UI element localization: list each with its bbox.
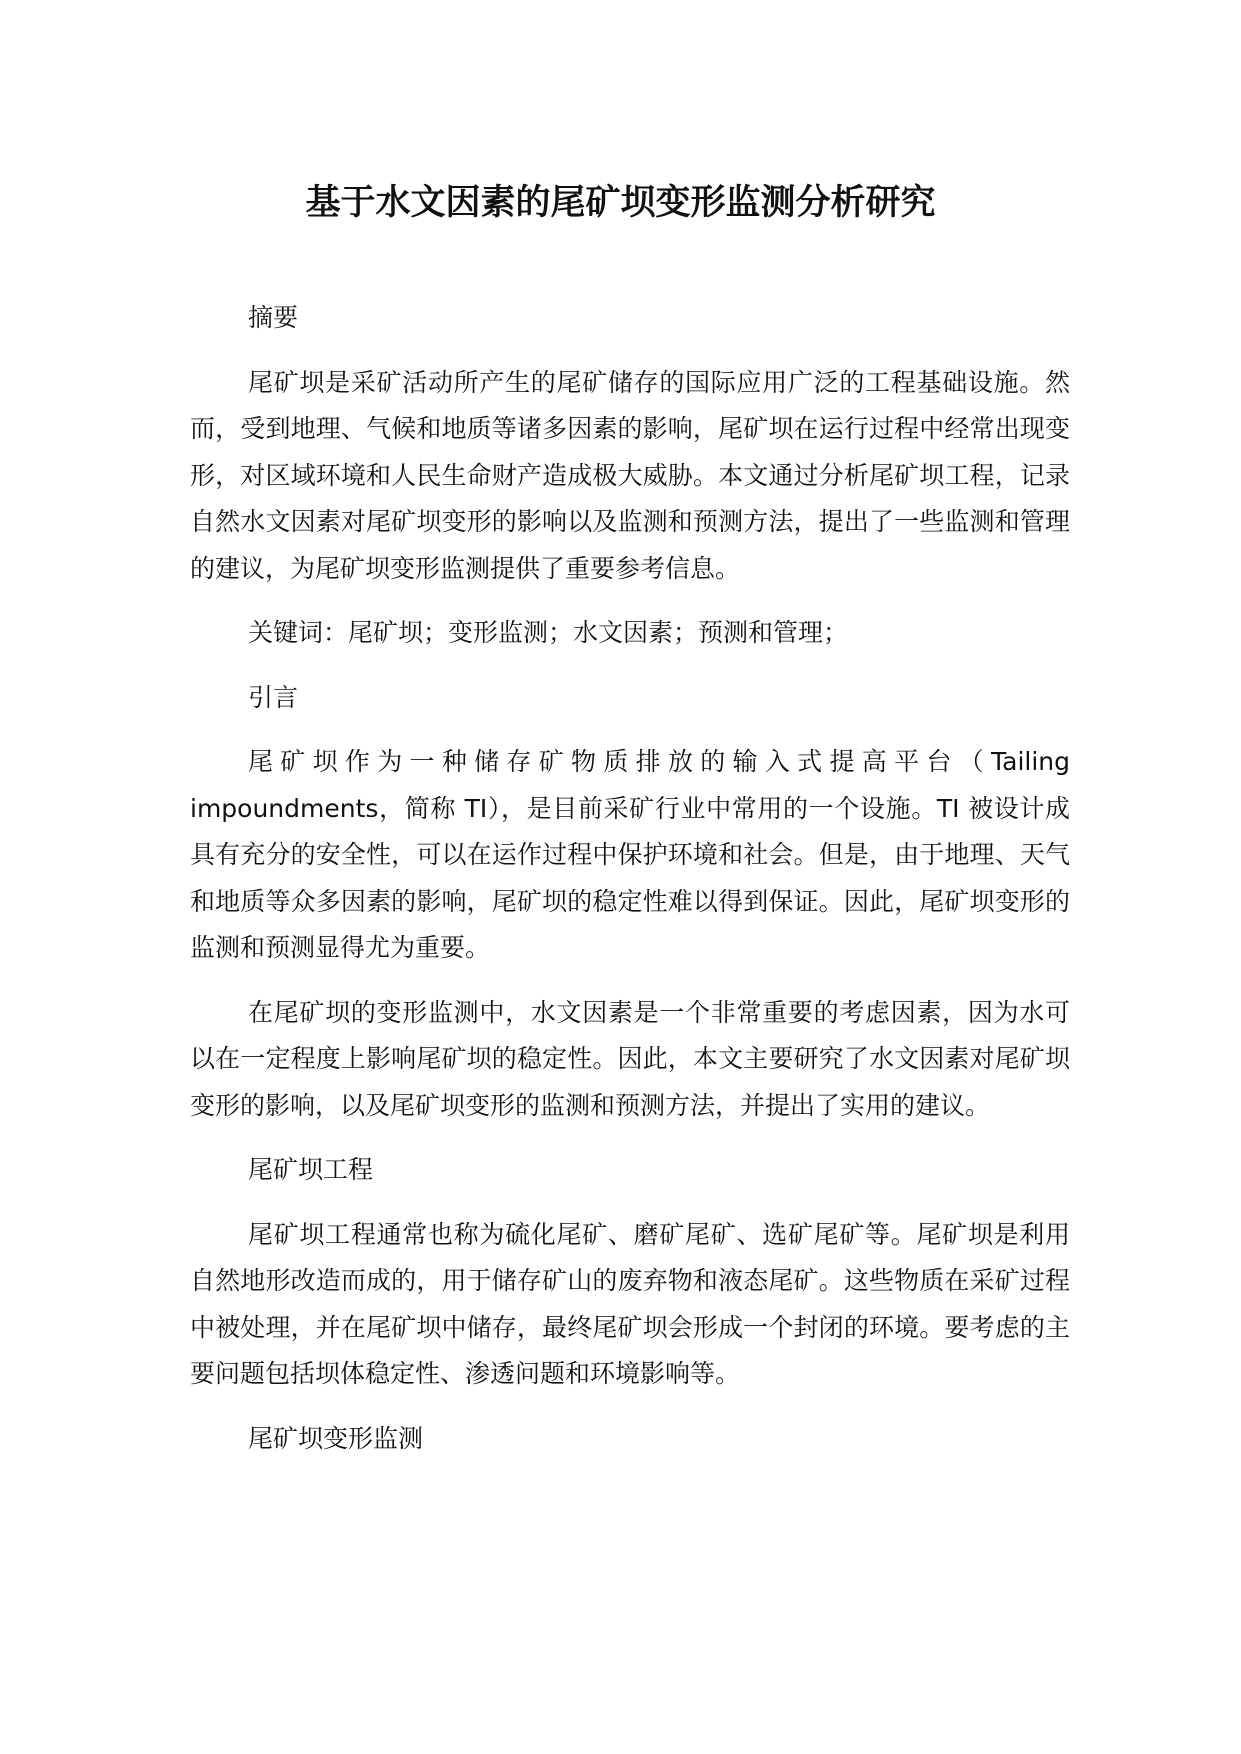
abstract-paragraph: 尾矿坝是采矿活动所产生的尾矿储存的国际应用广泛的工程基础设施。然而，受到地理、气候和地质等诸多因素的影响，尾矿坝在运行过程中经常出现变形，对区域环境和人民生命财产造成极大威胁。本文通过分析尾矿坝工程，记录自然水文因素对尾矿坝变形的影响以及监测和预测方法，提出了一些监测和管理的建议，为尾矿坝变形监测提供了重要参考信息。	[190, 367, 1070, 583]
abstract-heading: 摘要	[248, 303, 299, 332]
section-paragraph-tailings-dam-engineering: 尾矿坝工程通常也称为硫化尾矿、磨矿尾矿、选矿尾矿等。尾矿坝是利用自然地形改造而成的，用于储存矿山的废弃物和液态尾矿。这些物质在采矿过程中被处理，并在尾矿坝中储存，最终尾矿坝会形成一个封闭的环境。要考虑的主要问题包括坝体稳定性、渗透问题和环境影响等。	[190, 1219, 1070, 1388]
intro-paragraph-2: 在尾矿坝的变形监测中，水文因素是一个非常重要的考虑因素，因为水可以在一定程度上影响尾矿坝的稳定性。因此，本文主要研究了水文因素对尾矿坝变形的影响，以及尾矿坝变形的监测和预测方法，并提出了实用的建议。	[190, 997, 1070, 1120]
document-body	[190, 295, 1070, 1480]
section-heading-deformation-monitoring: 尾矿坝变形监测	[248, 1423, 424, 1453]
keywords-line: 关键词：尾矿坝；变形监测；水文因素；预测和管理；	[248, 618, 849, 647]
document-title: 基于水文因素的尾矿坝变形监测分析研究	[305, 183, 936, 223]
section-heading-tailings-dam-engineering: 尾矿坝工程	[248, 1155, 374, 1184]
intro-heading: 引言	[248, 682, 299, 712]
intro-paragraph-1: 尾矿坝作为一种储存矿物质排放的输入式提高平台（Tailing impoundments，简称 TI），是目前采矿行业中常用的一个设施。TI 被设计成具有充分的安全性，可以在运作过程中保护环境和社会。但是，由于地理、天气和地质等众多因素的影响，尾矿坝的稳定性难以得到保证。因此，尾矿坝变形的监测和预测显得尤为重要。	[190, 747, 1070, 962]
